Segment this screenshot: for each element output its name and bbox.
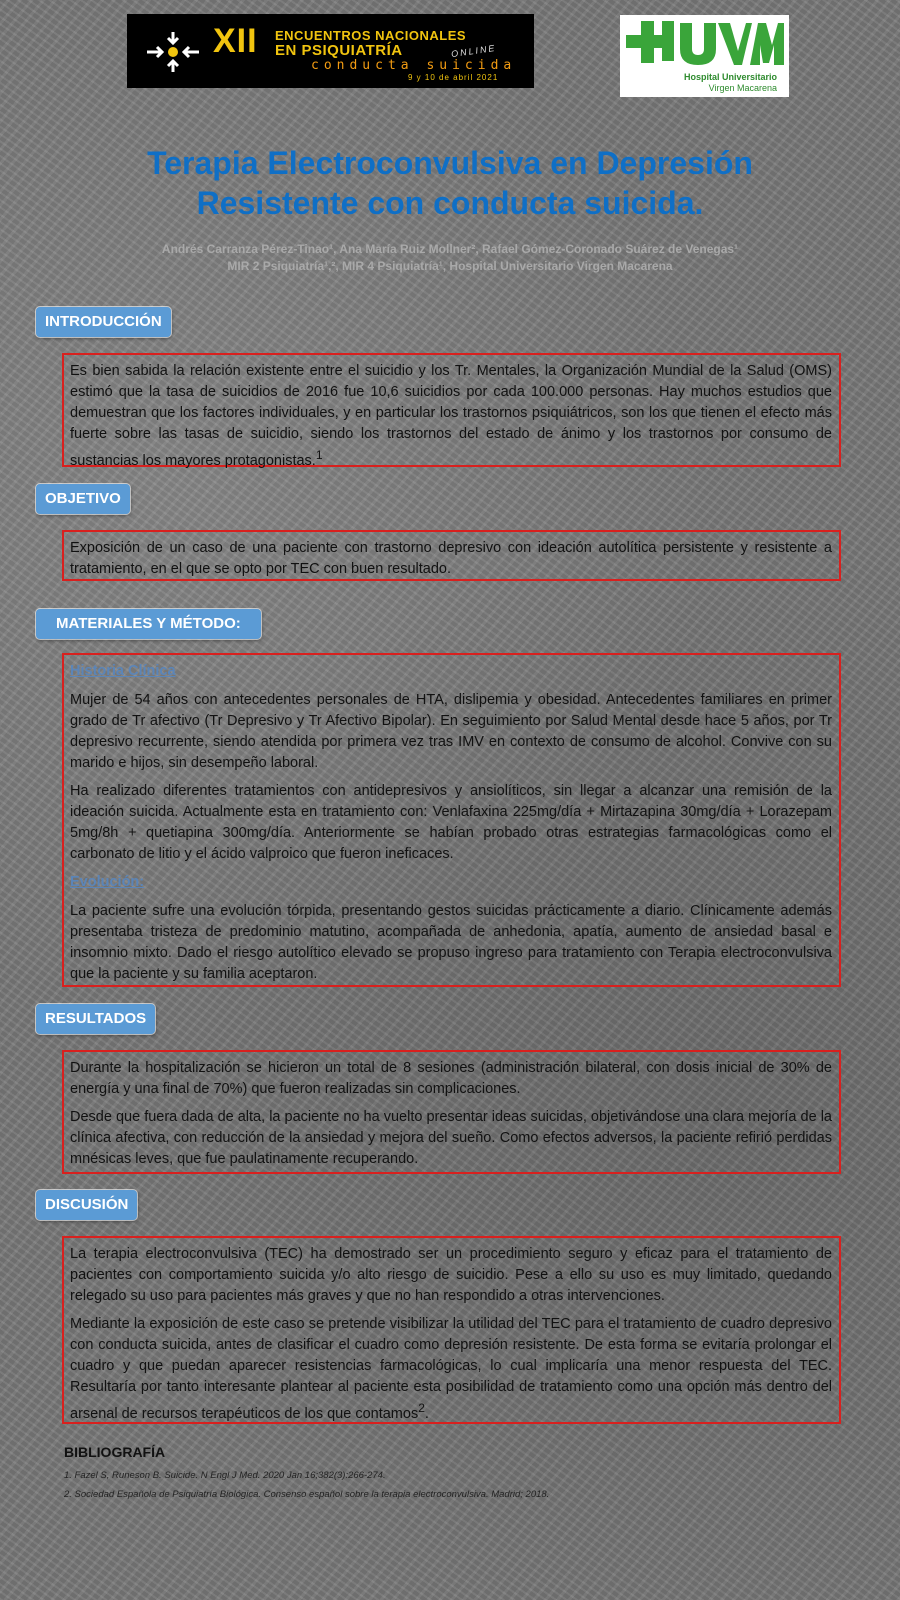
bibliography-heading: BIBLIOGRAFÍA <box>64 1444 166 1460</box>
section-heading-materiales: MATERIALES Y MÉTODO: <box>36 609 261 639</box>
subheading-evolucion: Evolución: <box>70 874 145 890</box>
bibliography-ref-2: 2. Sociedad Española de Psiquiatría Biológica. Consenso español sobre la terapia electroconvulsiva. Madrid; 2018. <box>64 1489 550 1500</box>
converging-arrows-icon <box>143 30 203 74</box>
event-logo <box>127 14 534 88</box>
section-heading-introduccion: INTRODUCCIÓN <box>36 307 171 337</box>
section-heading-discusion: DISCUSIÓN <box>36 1190 137 1220</box>
authors: Andrés Carranza Pérez-Tinao¹, Ana María Ruiz Mollner², Rafael Gómez-Coronado Suárez de Venegas¹ MIR 2 Psiquiatría¹,², MIR 4 Psiquiatría¹, Hospital Universitario Virgen Macarena <box>161 242 739 273</box>
materiales-box: Historia Clínica Mujer de 54 años con antecedentes personales de HTA, dislipemia y obesidad. Antecedentes familiares en primer grado de Tr afectivo (Tr Depresivo y Tr Afectivo Bipolar). En seguimiento por Salud Mental desde hace 5 años, por Tr depresivo recurrente, siendo atendida por primera vez tras IMV en contexto de consumo de alcohol. Convive con su marido e hijos, sin desempeño laboral. Ha realizado diferentes tratamientos con antidepresivos y ansiolíticos, sin llegar a alcanzar una remisión de la ideación suicida. Actualmente esta en tratamiento con: Venlafaxina 225mg/día + Mirtazapina 30mg/día + Lorazepam 5mg/8h + quetiapina 300mg/día. Anteriormente se habían probado otras estrategias farmacológicas como el carbonato de litio y el ácido valproico que fueron ineficaces. Evolución: La paciente sufre una evolución tórpida, presentando gestos suicidas prácticamente a diario. Clínicamente además presentaba tristeza de predominio matutino, acompañada de anhedonia, apatía, aumento de ansiedad basal e insomnio mixto. Dado el riesgo autolítico elevado se propuso ingreso para tratamiento con Terapia electroconvulsiva que la paciente y su familia aceptaron. <box>62 653 841 987</box>
hospital-subname: Virgen Macarena <box>708 83 777 93</box>
bibliography-ref-1: 1. Fazel S, Runeson B. Suicide. N Engl J Med. 2020 Jan 16;382(3):266-274. <box>64 1470 386 1481</box>
event-roman-number: XII <box>213 22 258 60</box>
subheading-historia-clinica: Historia Clínica <box>70 663 176 679</box>
hospital-name: Hospital Universitario <box>683 72 777 82</box>
poster-title: Terapia Electroconvulsiva en Depresión Resistente con conducta suicida. <box>147 145 753 221</box>
intro-box: Es bien sabida la relación existente entre el suicidio y los Tr. Mentales, la Organización Mundial de la Salud (OMS) estimó que la tasa de suicidios de 2016 fue 10,6 suicidios por cada 100.000 personas. Hay muchos estudios que demuestran que los factores individuales, y en particular los trastornos psiquiátricos, son los que tienen el efecto más fuerte sobre las tasas de suicidio, siendo los trastornos del estado de ánimo y los trastornos por consumo de sustancias los mayores protagonistas.$^1$ <box>62 353 841 467</box>
huvm-logo-mark <box>626 21 784 71</box>
discusion-box: La terapia electroconvulsiva (TEC) ha demostrado ser un procedimiento seguro y eficaz para el tratamiento de pacientes con comportamiento suicida y/o alto riesgo de suicidio. Pese a ello su uso es muy limitado, quedando relegado su uso para pacientes más graves y que no han respondido a otras intervenciones. Mediante la exposición de este caso se pretende visibilizar la utilidad del TEC para el tratamiento de cuadro depresivo con conducta suicida, antes de clasificar el cuadro como depresión resistente. De esta forma se evitaría prolongar el cuadro y que puedan aparecer resistencias farmacológicas, lo cual implicaría una menor respuesta del TEC. Resultaría por tanto interesante plantear al paciente esta posibilidad de tratamiento como una opción más dentro del arsenal de recursos terapéuticos de los que contamos$^2$. <box>62 1236 841 1424</box>
hospital-logo <box>620 15 789 97</box>
event-online-label: ONLINE <box>450 42 497 60</box>
resultados-box: Durante la hospitalización se hicieron un total de 8 sesiones (administración bilateral, con dosis inicial de 30% de energía y una final de 70%) que fueron realizadas sin complicaciones. Desde que fuera dada de alta, la paciente no ha vuelto presentar ideas suicidas, objetivándose una clara mejoría de la clínica afectiva, con reducción de la ansiedad y mejora del sueño. Como efectos adversos, la paciente refirió perdidas mnésicas leves, que fue paulatinamente recuperando. <box>62 1050 841 1174</box>
event-name: ENCUENTROS NACIONALES EN PSIQUIATRÍA <box>275 28 467 59</box>
event-subtitle: conducta suicida <box>311 58 517 73</box>
section-heading-resultados: RESULTADOS <box>36 1004 155 1034</box>
event-date: 9 y 10 de abril 2021 <box>408 73 499 82</box>
objetivo-box: Exposición de un caso de una paciente con trastorno depresivo con ideación autolítica persistente y resistente a tratamiento, en el que se opto por TEC con buen resultado. <box>62 530 841 581</box>
section-heading-objetivo: OBJETIVO <box>36 484 130 514</box>
